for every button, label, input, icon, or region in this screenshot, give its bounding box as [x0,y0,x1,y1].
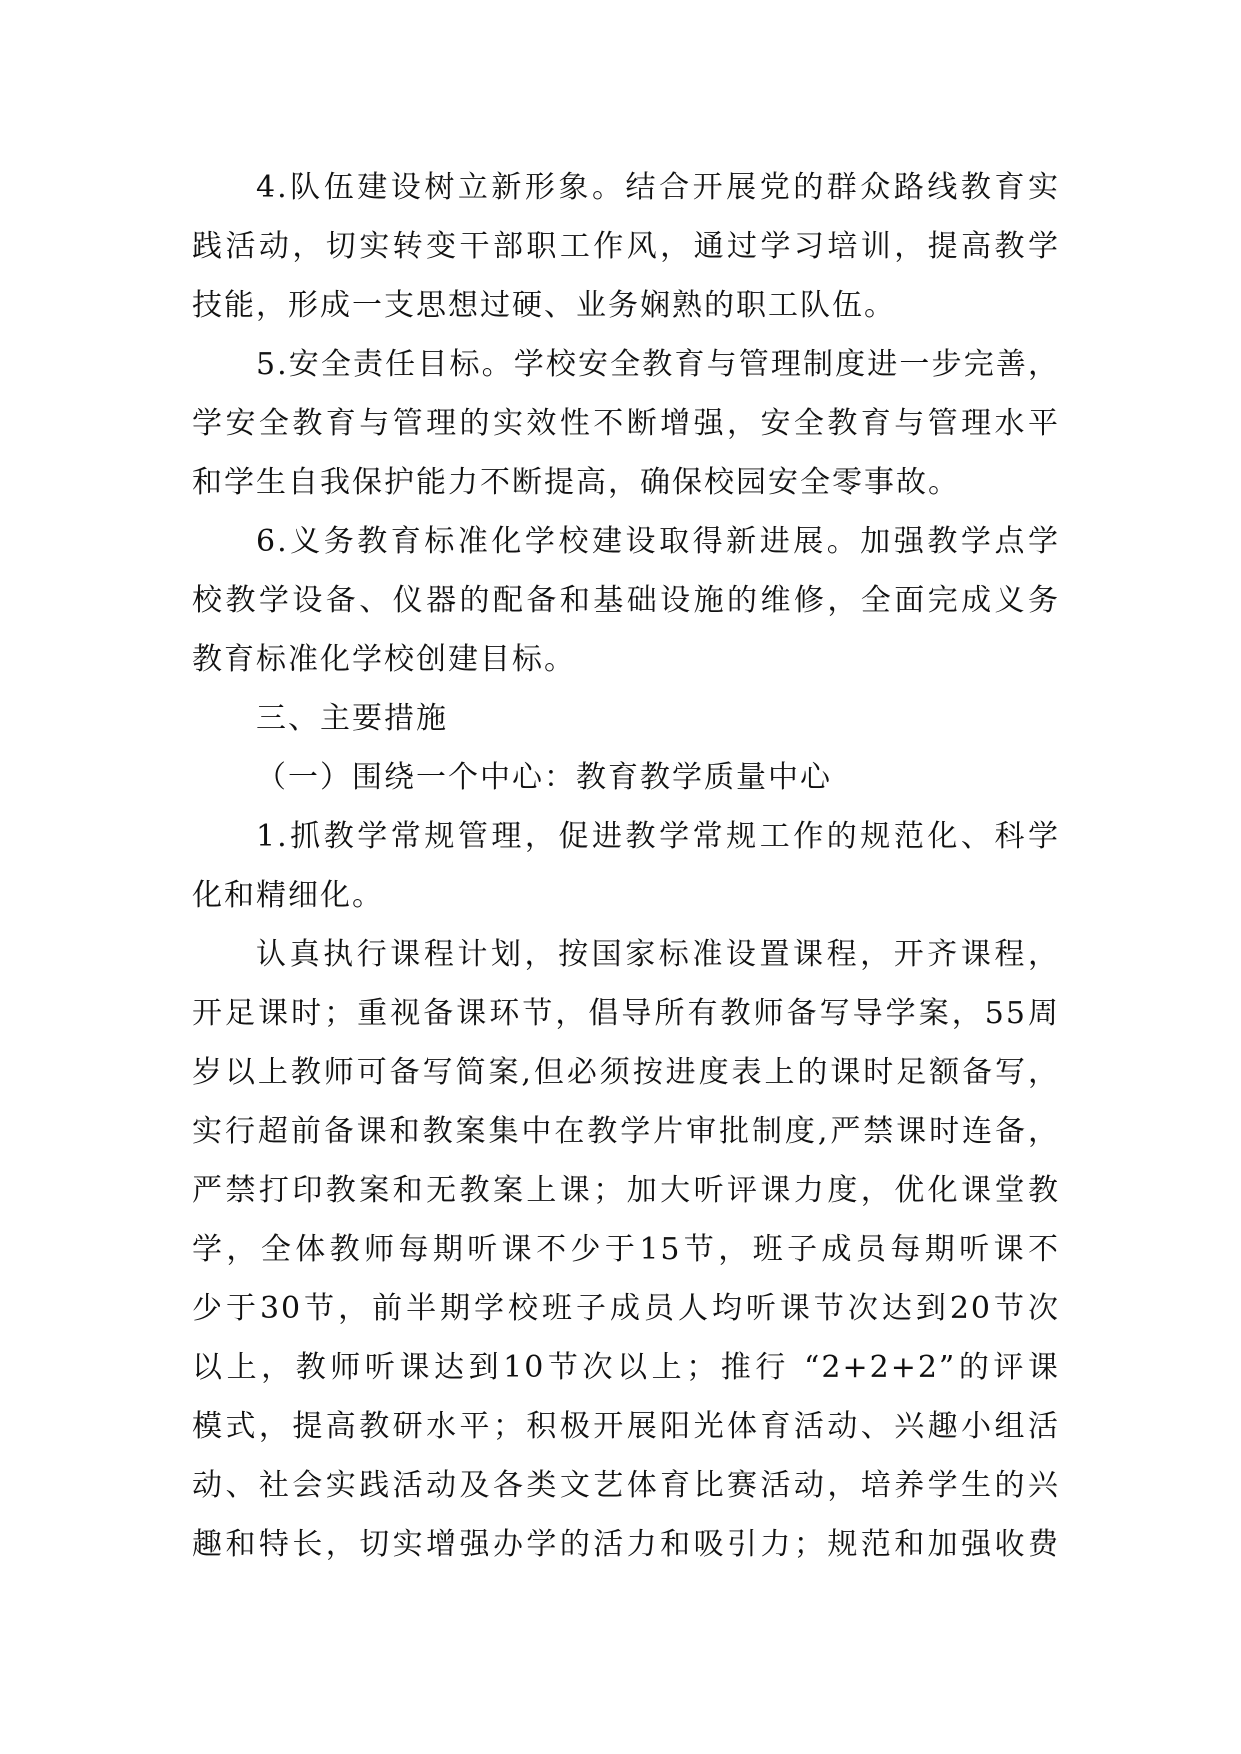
subsection-heading: （一）围绕一个中心：教育教学质量中心 [256,760,832,795]
text-line: 学，全体教师每期听课不少于15节，班子成员每期听课不 [192,1232,1060,1267]
text-line: 4.队伍建设树立新形象。结合开展党的群众路线教育实 [256,170,1060,205]
text-line: 6.义务教育标准化学校建设取得新进展。加强教学点学 [256,524,1060,559]
text-line: 5.安全责任目标。学校安全教育与管理制度进一步完善， [256,347,1060,382]
text-line: 学安全教育与管理的实效性不断增强，安全教育与管理水平 [192,406,1060,441]
text-line: 实行超前备课和教案集中在教学片审批制度,严禁课时连备， [192,1114,1060,1149]
text-line: 1.抓教学常规管理，促进教学常规工作的规范化、科学 [256,819,1060,854]
text-line: 教育标准化学校创建目标。 [192,642,576,677]
text-line: 模式，提高教研水平；积极开展阳光体育活动、兴趣小组活 [192,1409,1060,1444]
text-line: 动、社会实践活动及各类文艺体育比赛活动，培养学生的兴 [192,1468,1060,1503]
text-line: 和学生自我保护能力不断提高，确保校园安全零事故。 [192,465,960,500]
text-line: 化和精细化。 [192,878,384,913]
text-line: 认真执行课程计划，按国家标准设置课程，开齐课程， [256,937,1060,972]
text-line: 技能，形成一支思想过硬、业务娴熟的职工队伍。 [192,288,896,323]
text-line: 开足课时；重视备课环节，倡导所有教师备写导学案，55周 [192,996,1060,1031]
text-line: 校教学设备、仪器的配备和基础设施的维修，全面完成义务 [192,583,1060,618]
text-line: 岁以上教师可备写简案,但必须按进度表上的课时足额备写， [192,1055,1060,1090]
text-line: 严禁打印教案和无教案上课；加大听评课力度，优化课堂教 [192,1173,1060,1208]
text-line: 以上，教师听课达到10节次以上；推行 “2+2+2”的评课 [192,1350,1060,1385]
section-heading: 三、主要措施 [256,701,448,736]
text-line: 践活动，切实转变干部职工作风，通过学习培训，提高教学 [192,229,1060,264]
body-text [192,158,1060,1574]
text-line: 趣和特长，切实增强办学的活力和吸引力；规范和加强收费 [192,1527,1060,1562]
text-line: 少于30节，前半期学校班子成员人均听课节次达到20节次 [192,1291,1060,1326]
